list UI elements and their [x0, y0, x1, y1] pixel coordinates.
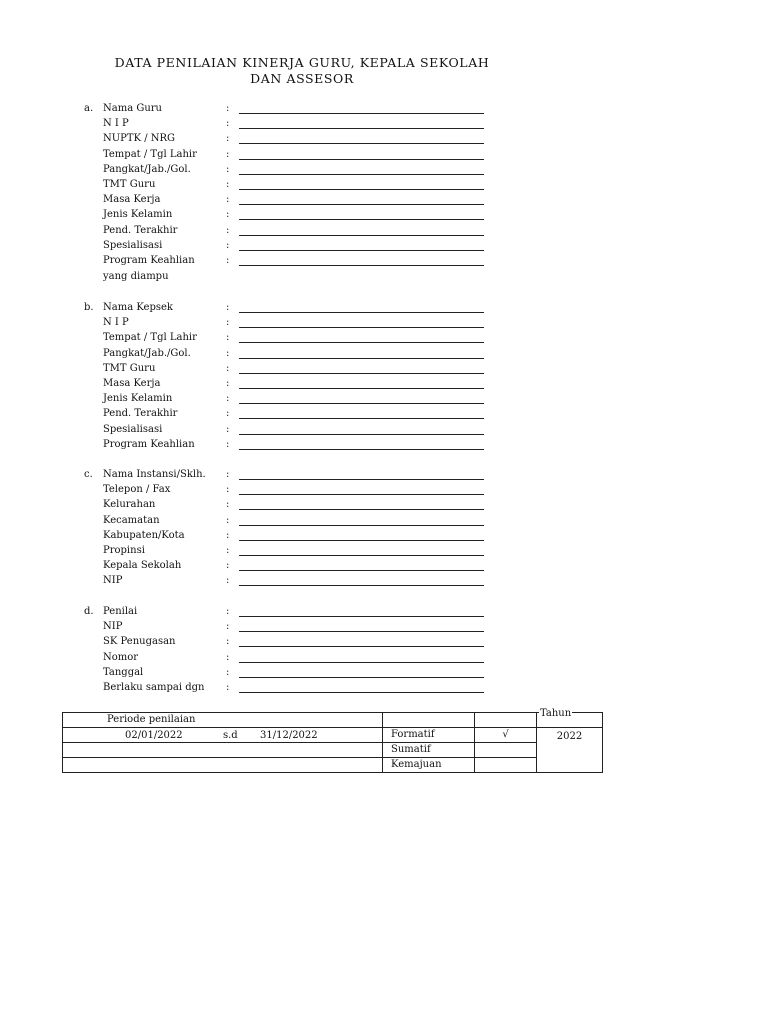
fill-line[interactable] — [239, 646, 484, 647]
field-row — [0, 666, 768, 681]
field-label: Masa Kerja — [103, 194, 161, 206]
colon: : — [226, 224, 230, 236]
fill-line[interactable] — [239, 388, 484, 389]
period-row-formatif — [63, 728, 603, 743]
section-letter: b. — [84, 302, 94, 313]
field-row — [0, 347, 768, 362]
colon: : — [226, 469, 230, 480]
colon: : — [226, 499, 230, 511]
period-header-row — [63, 713, 603, 728]
sumatif-check-cell[interactable] — [475, 743, 537, 758]
field-row — [0, 163, 768, 178]
fill-line[interactable] — [239, 159, 484, 160]
field-row — [0, 620, 768, 635]
field-label: Tempat / Tgl Lahir — [103, 332, 197, 344]
type-header-cell — [383, 713, 475, 728]
colon: : — [226, 347, 230, 359]
field-row — [0, 651, 768, 666]
colon: : — [226, 393, 230, 405]
type-formatif: Formatif — [383, 728, 475, 743]
colon: : — [226, 423, 230, 435]
field-row-continuation — [0, 270, 768, 285]
field-label: Telepon / Fax — [103, 484, 171, 496]
field-label: Spesialisasi — [103, 239, 163, 251]
field-row — [0, 468, 768, 483]
period-empty-cell — [63, 758, 383, 773]
field-label: Kecamatan — [103, 514, 160, 526]
period-table — [62, 708, 603, 773]
field-row — [0, 483, 768, 498]
fill-line[interactable] — [239, 585, 484, 586]
field-row — [0, 498, 768, 513]
fill-line[interactable] — [239, 555, 484, 556]
field-row — [0, 117, 768, 132]
section-letter: c. — [84, 469, 93, 480]
field-label: NUPTK / NRG — [103, 133, 176, 145]
fill-line[interactable] — [239, 418, 484, 419]
field-label: Nomor — [103, 651, 139, 663]
fill-line[interactable] — [239, 265, 484, 266]
colon: : — [226, 560, 230, 572]
field-label: Jenis Kelamin — [103, 393, 173, 405]
field-label: NIP — [103, 575, 123, 587]
field-label: Nama Guru — [103, 103, 162, 114]
field-row — [0, 102, 768, 117]
field-label: Penilai — [103, 606, 138, 617]
field-label: TMT Guru — [103, 362, 156, 374]
field-row — [0, 377, 768, 392]
fill-line[interactable] — [239, 449, 484, 450]
fill-line[interactable] — [239, 342, 484, 343]
fill-line[interactable] — [239, 128, 484, 129]
field-row — [0, 438, 768, 453]
fill-line[interactable] — [239, 174, 484, 175]
fill-line[interactable] — [239, 479, 484, 480]
period-end-date: 31/12/2022 — [260, 730, 318, 741]
field-row — [0, 224, 768, 239]
field-row — [0, 514, 768, 529]
fill-line[interactable] — [239, 540, 484, 541]
colon: : — [226, 163, 230, 175]
section-letter: a. — [84, 103, 94, 114]
document-title-line-1: DATA PENILAIAN KINERJA GURU, KEPALA SEKOLAH — [114, 55, 490, 70]
colon: : — [226, 133, 230, 145]
fill-line[interactable] — [239, 373, 484, 374]
field-row — [0, 559, 768, 574]
field-row — [0, 132, 768, 147]
tahun-value: 2022 — [537, 728, 603, 773]
check-header-cell — [475, 713, 537, 728]
field-label: Kepala Sekolah — [103, 560, 182, 572]
field-row — [0, 178, 768, 193]
field-row — [0, 362, 768, 377]
field-label: Pend. Terakhir — [103, 408, 178, 420]
fill-line[interactable] — [239, 235, 484, 236]
colon: : — [226, 179, 230, 190]
field-row — [0, 301, 768, 316]
colon: : — [226, 651, 230, 663]
fill-line[interactable] — [239, 250, 484, 251]
colon: : — [226, 302, 230, 313]
colon: : — [226, 438, 230, 450]
field-label: Nama Instansi/Sklh. — [103, 469, 206, 480]
colon: : — [226, 529, 230, 541]
colon: : — [226, 514, 230, 526]
field-label: Program Keahlian — [103, 255, 195, 266]
field-row — [0, 316, 768, 331]
colon: : — [226, 378, 230, 389]
colon: : — [226, 103, 230, 114]
field-row — [0, 148, 768, 163]
field-row — [0, 681, 768, 696]
field-label: Tanggal — [103, 666, 144, 678]
type-sumatif: Sumatif — [383, 743, 475, 758]
kemajuan-check-cell[interactable] — [475, 758, 537, 773]
period-dates-cell — [63, 728, 383, 743]
field-label: Pangkat/Jab./Gol. — [103, 347, 191, 359]
fill-line[interactable] — [239, 403, 484, 404]
field-row — [0, 407, 768, 422]
colon: : — [226, 332, 230, 344]
colon: : — [226, 636, 230, 648]
field-label: N I P — [103, 317, 129, 329]
field-row — [0, 635, 768, 650]
field-row — [0, 331, 768, 346]
fill-line[interactable] — [239, 143, 484, 144]
fill-line[interactable] — [239, 525, 484, 526]
field-label: NIP — [103, 621, 123, 633]
fill-line[interactable] — [239, 189, 484, 190]
fill-line[interactable] — [239, 662, 484, 663]
colon: : — [226, 362, 230, 374]
document-title-line-2: DAN ASSESOR — [250, 71, 354, 86]
colon: : — [226, 317, 230, 329]
colon: : — [226, 118, 230, 130]
field-row — [0, 423, 768, 438]
fill-line[interactable] — [239, 113, 484, 114]
field-label: Pangkat/Jab./Gol. — [103, 163, 191, 175]
formatif-checkmark[interactable]: √ — [475, 728, 537, 743]
fill-line[interactable] — [239, 494, 484, 495]
field-label: Jenis Kelamin — [103, 209, 173, 221]
fill-line[interactable] — [239, 434, 484, 435]
period-start-date: 02/01/2022 — [125, 730, 183, 741]
field-row — [0, 392, 768, 407]
colon: : — [226, 606, 230, 617]
fill-line[interactable] — [239, 327, 484, 328]
field-label: Nama Kepsek — [103, 302, 173, 313]
fill-line[interactable] — [239, 570, 484, 571]
field-label: Masa Kerja — [103, 378, 161, 389]
tahun-label: Tahun — [540, 708, 572, 719]
field-row — [0, 208, 768, 223]
fill-line[interactable] — [239, 312, 484, 313]
field-label: Kelurahan — [103, 499, 156, 511]
field-label: Propinsi — [103, 545, 145, 556]
field-label: Program Keahlian — [103, 438, 195, 450]
field-row — [0, 254, 768, 269]
period-empty-cell — [63, 743, 383, 758]
field-label: TMT Guru — [103, 179, 156, 190]
field-label: Tempat / Tgl Lahir — [103, 148, 197, 160]
periode-penilaian-label: Periode penilaian — [63, 713, 383, 728]
fill-line[interactable] — [239, 616, 484, 617]
colon: : — [226, 194, 230, 206]
fill-line[interactable] — [239, 692, 484, 693]
field-label: SK Penugasan — [103, 636, 176, 648]
field-label: Kabupaten/Kota — [103, 529, 185, 541]
field-row — [0, 239, 768, 254]
colon: : — [226, 148, 230, 160]
period-row-kemajuan — [63, 758, 603, 773]
colon: : — [226, 484, 230, 496]
field-label: Spesialisasi — [103, 423, 163, 435]
field-row — [0, 605, 768, 620]
colon: : — [226, 545, 230, 556]
field-label: Pend. Terakhir — [103, 224, 178, 236]
field-row — [0, 574, 768, 589]
fill-line[interactable] — [239, 677, 484, 678]
colon: : — [226, 209, 230, 221]
colon: : — [226, 408, 230, 420]
field-label: Berlaku sampai dgn — [103, 682, 205, 693]
section-letter: d. — [84, 606, 94, 617]
field-label: yang diampu — [103, 271, 169, 282]
fill-line[interactable] — [239, 509, 484, 510]
field-row — [0, 529, 768, 544]
fill-line[interactable] — [239, 204, 484, 205]
fill-line[interactable] — [239, 358, 484, 359]
colon: : — [226, 575, 230, 587]
colon: : — [226, 682, 230, 693]
field-row — [0, 544, 768, 559]
tahun-header-cell — [537, 708, 603, 728]
colon: : — [226, 239, 230, 251]
fill-line[interactable] — [239, 219, 484, 220]
type-kemajuan: Kemajuan — [383, 758, 475, 773]
colon: : — [226, 255, 230, 266]
period-sd: s.d — [223, 730, 238, 741]
colon: : — [226, 621, 230, 633]
field-row — [0, 193, 768, 208]
period-row-sumatif — [63, 743, 603, 758]
field-label: N I P — [103, 118, 129, 130]
fill-line[interactable] — [239, 631, 484, 632]
colon: : — [226, 666, 230, 678]
